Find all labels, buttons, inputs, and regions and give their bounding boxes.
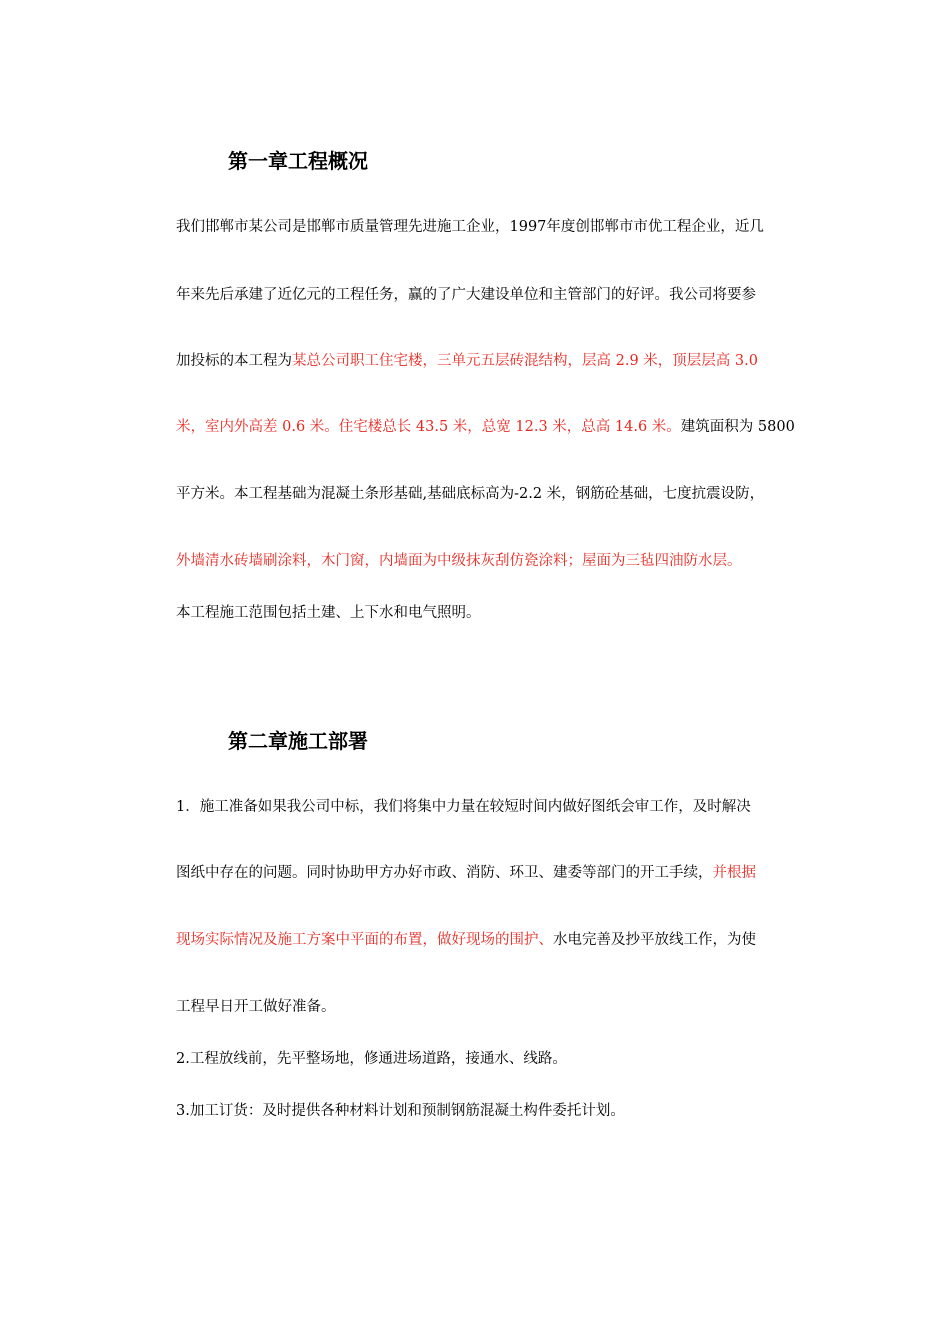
text-segment: 本工程施工范围包括土建、上下水和电气照明。 <box>176 605 481 621</box>
chapter-1-line-6 <box>176 551 866 571</box>
chapter-2-line-3 <box>176 930 866 950</box>
highlighted-text-segment: 并根据 <box>712 865 756 881</box>
chapter-1-line-4 <box>176 417 866 437</box>
text-segment: 年来先后承建了近亿元的工程任务，赢的了广大建设单位和主管部门的好评。我公司将要参 <box>176 287 756 303</box>
chapter-1-title: 第一章工程概况 <box>228 149 368 173</box>
chapter-1-line-1 <box>176 217 866 237</box>
highlighted-text-segment: 米，室内外高差 0.6 米。住宅楼总长 43.5 米，总宽 12.3 米，总高 14.6 米。 <box>176 419 681 435</box>
chapter-2-line-2 <box>176 863 866 883</box>
text-segment: 我们邯郸市某公司是邯郸市质量管理先进施工企业，1997年度创邯郸市市优工程企业，近几 <box>176 219 764 235</box>
chapter-2-title: 第二章施工部署 <box>228 729 368 753</box>
text-segment: 加投标的本工程为 <box>176 353 292 369</box>
chapter-2-line-4 <box>176 997 866 1017</box>
highlighted-text-segment: 现场实际情况及施工方案中平面的布置，做好现场的围护、 <box>176 932 553 948</box>
text-segment: 3.加工订货：及时提供各种材料计划和预制钢筋混凝土构件委托计划。 <box>176 1103 625 1119</box>
text-segment: 1．施工准备如果我公司中标，我们将集中力量在较短时间内做好图纸会审工作，及时解决 <box>176 799 751 815</box>
highlighted-text-segment: 外墙清水砖墙刷涂料，木门窗，内墙面为中级抹灰刮仿瓷涂料；屋面为三毡四油防水层。 <box>176 553 742 569</box>
chapter-1-line-7 <box>176 603 866 623</box>
chapter-1-line-3 <box>176 351 866 371</box>
chapter-2-line-5 <box>176 1049 866 1069</box>
text-segment: 2.工程放线前，先平整场地，修通进场道路，接通水、线路。 <box>176 1051 567 1067</box>
chapter-1-line-5 <box>176 484 866 504</box>
highlighted-text-segment: 某总公司职工住宅楼，三单元五层砖混结构，层高 2.9 米，顶层层高 3.0 <box>292 353 758 369</box>
text-segment: 图纸中存在的问题。同时协助甲方办好市政、消防、环卫、建委等部门的开工手续， <box>176 865 713 881</box>
text-segment: 平方米。本工程基础为混凝土条形基础,基础底标高为-2.2 米，钢筋砼基础，七度抗震设防， <box>176 486 765 502</box>
text-segment: 建筑面积为 5800 <box>680 419 795 435</box>
text-segment: 工程早日开工做好准备。 <box>176 999 336 1015</box>
text-segment: 水电完善及抄平放线工作，为使 <box>553 932 756 948</box>
chapter-2-line-6 <box>176 1101 866 1121</box>
chapter-2-line-1 <box>176 797 866 817</box>
chapter-1-line-2 <box>176 285 866 305</box>
